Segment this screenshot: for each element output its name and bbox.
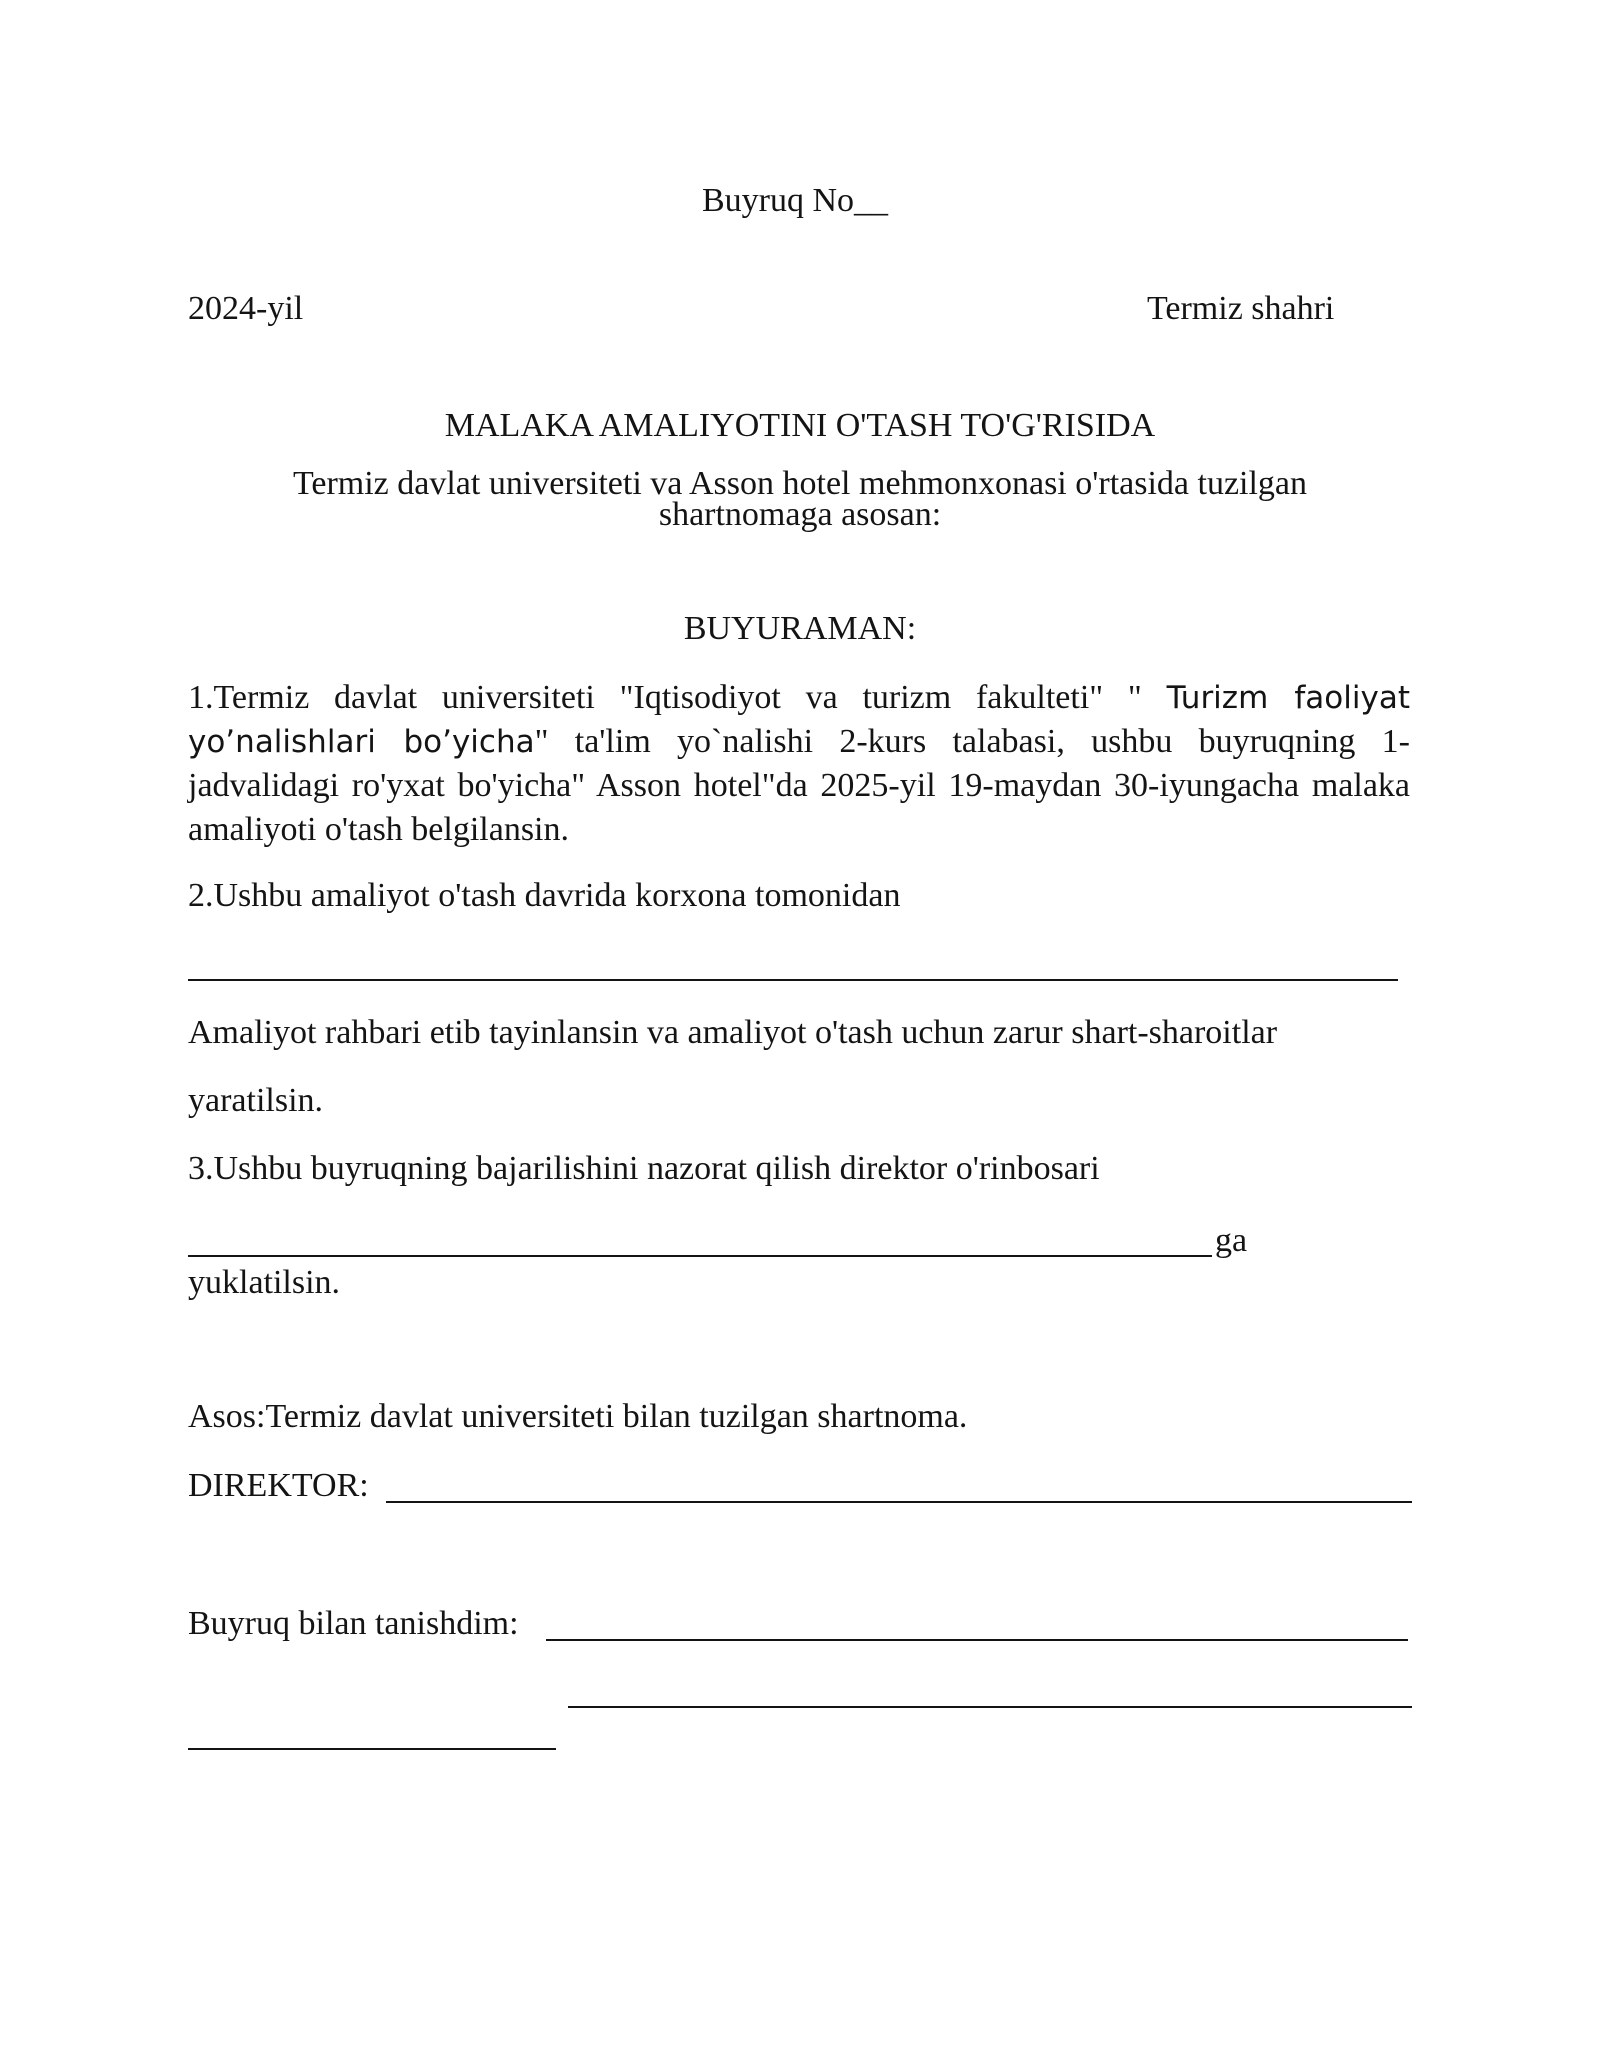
acquainted-label: Buyruq bilan tanishdim: (188, 1605, 519, 1642)
director-label: DIREKTOR: (188, 1467, 369, 1504)
order-item-3-suffix: ga (1215, 1222, 1248, 1259)
order-title: Buyruq No__ (702, 182, 889, 219)
order-item-3-end: yuklatilsin. (188, 1264, 341, 1301)
item1-text-b: " ta'lim yo`nalishi 2-kurs talabasi, ushbu buyruqning 1-jadvalidagi ro'yxat bo'yicha" Asson hotel"da 2025-yil 19-maydan 30-iyungacha malaka amaliyoti o'tash belgilansin. (188, 723, 1410, 848)
document-title: MALAKA AMALIYOTINI O'TASH TO'G'RISIDA (444, 407, 1156, 444)
acquainted-signature-line-1 (546, 1639, 1408, 1641)
order-item-1 (188, 676, 1410, 852)
item1-program-name: Turizm faoliyat yo’nalishlari bo’yicha (188, 680, 1410, 760)
acquainted-signature-line-3 (188, 1748, 556, 1750)
order-item-2-intro: 2.Ushbu amaliyot o'tash davrida korxona tomonidan (188, 877, 901, 914)
item1-text-a: 1.Termiz davlat universiteti "Iqtisodiyot va turizm fakulteti" " (188, 679, 1167, 716)
basis-line-2: shartnomaga asosan: (658, 496, 942, 533)
order-item-2-text: Amaliyot rahbari etib tayinlansin va amaliyot o'tash uchun zarur shart-sharoitlar (188, 1014, 1278, 1051)
order-item-2-end: yaratilsin. (188, 1082, 324, 1119)
order-item-3-intro: 3.Ushbu buyruqning bajarilishini nazorat qilish direktor o'rinbosari (188, 1150, 1100, 1187)
supervisor-blank-line (188, 979, 1398, 981)
document-city: Termiz shahri (1147, 290, 1335, 327)
acquainted-signature-line-2 (568, 1706, 1412, 1708)
deputy-blank-line (188, 1255, 1212, 1257)
document-year: 2024-yil (188, 290, 304, 327)
basis-line-1: Termiz davlat universiteti va Asson hotel mehmonxonasi o'rtasida tuzilgan (292, 465, 1308, 502)
director-signature-line (386, 1501, 1412, 1503)
basis-note: Asos:Termiz davlat universiteti bilan tuzilgan shartnoma. (188, 1398, 968, 1435)
command-heading: BUYURAMAN: (683, 610, 917, 647)
